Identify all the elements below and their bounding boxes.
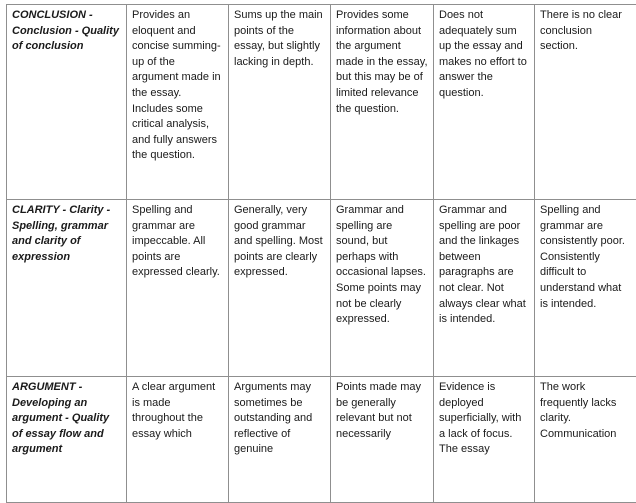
criterion-conclusion: CONCLUSION - Conclusion - Quality of conclusion — [7, 5, 127, 200]
rubric-cell-clarity-3: Grammar and spelling are sound, but perhaps with occasional lapses. Some points may not be clearly expressed. — [331, 200, 434, 377]
rubric-cell-argument-4: Evidence is deployed superficially, with a lack of focus. The essay — [434, 377, 535, 503]
rubric-cell-conclusion-1: Provides an eloquent and concise summing-up of the argument made in the essay. Includes some critical analysis, and fully answers the question. — [127, 5, 229, 200]
criterion-argument: ARGUMENT - Developing an argument - Quality of essay flow and argument — [7, 377, 127, 503]
rubric-cell-clarity-2: Generally, very good grammar and spelling. Most points are clearly expressed. — [229, 200, 331, 377]
rubric-cell-argument-5: The work frequently lacks clarity. Communication — [535, 377, 636, 503]
rubric-cell-clarity-4: Grammar and spelling are poor and the linkages between paragraphs are not clear. Not always clear what is intended. — [434, 200, 535, 377]
rubric-cell-argument-1: A clear argument is made throughout the essay which — [127, 377, 229, 503]
rubric-row-clarity — [7, 200, 636, 377]
rubric-row-argument — [7, 377, 636, 503]
rubric-row-conclusion — [7, 5, 636, 200]
criterion-clarity: CLARITY - Clarity - Spelling, grammar and clarity of expression — [7, 200, 127, 377]
rubric-cell-argument-2: Arguments may sometimes be outstanding and reflective of genuine — [229, 377, 331, 503]
rubric-cell-conclusion-2: Sums up the main points of the essay, but slightly lacking in depth. — [229, 5, 331, 200]
marking-rubric-table — [6, 4, 636, 503]
rubric-cell-conclusion-3: Provides some information about the argument made in the essay, but this may be of limited relevance the question. — [331, 5, 434, 200]
rubric-cell-clarity-5: Spelling and grammar are consistently poor. Consistently difficult to understand what is intended. — [535, 200, 636, 377]
rubric-cell-conclusion-4: Does not adequately sum up the essay and makes no effort to answer the question. — [434, 5, 535, 200]
rubric-cell-argument-3: Points made may be generally relevant but not necessarily — [331, 377, 434, 503]
rubric-cell-clarity-1: Spelling and grammar are impeccable. All points are expressed clearly. — [127, 200, 229, 377]
rubric-cell-conclusion-5: There is no clear conclusion section. — [535, 5, 636, 200]
